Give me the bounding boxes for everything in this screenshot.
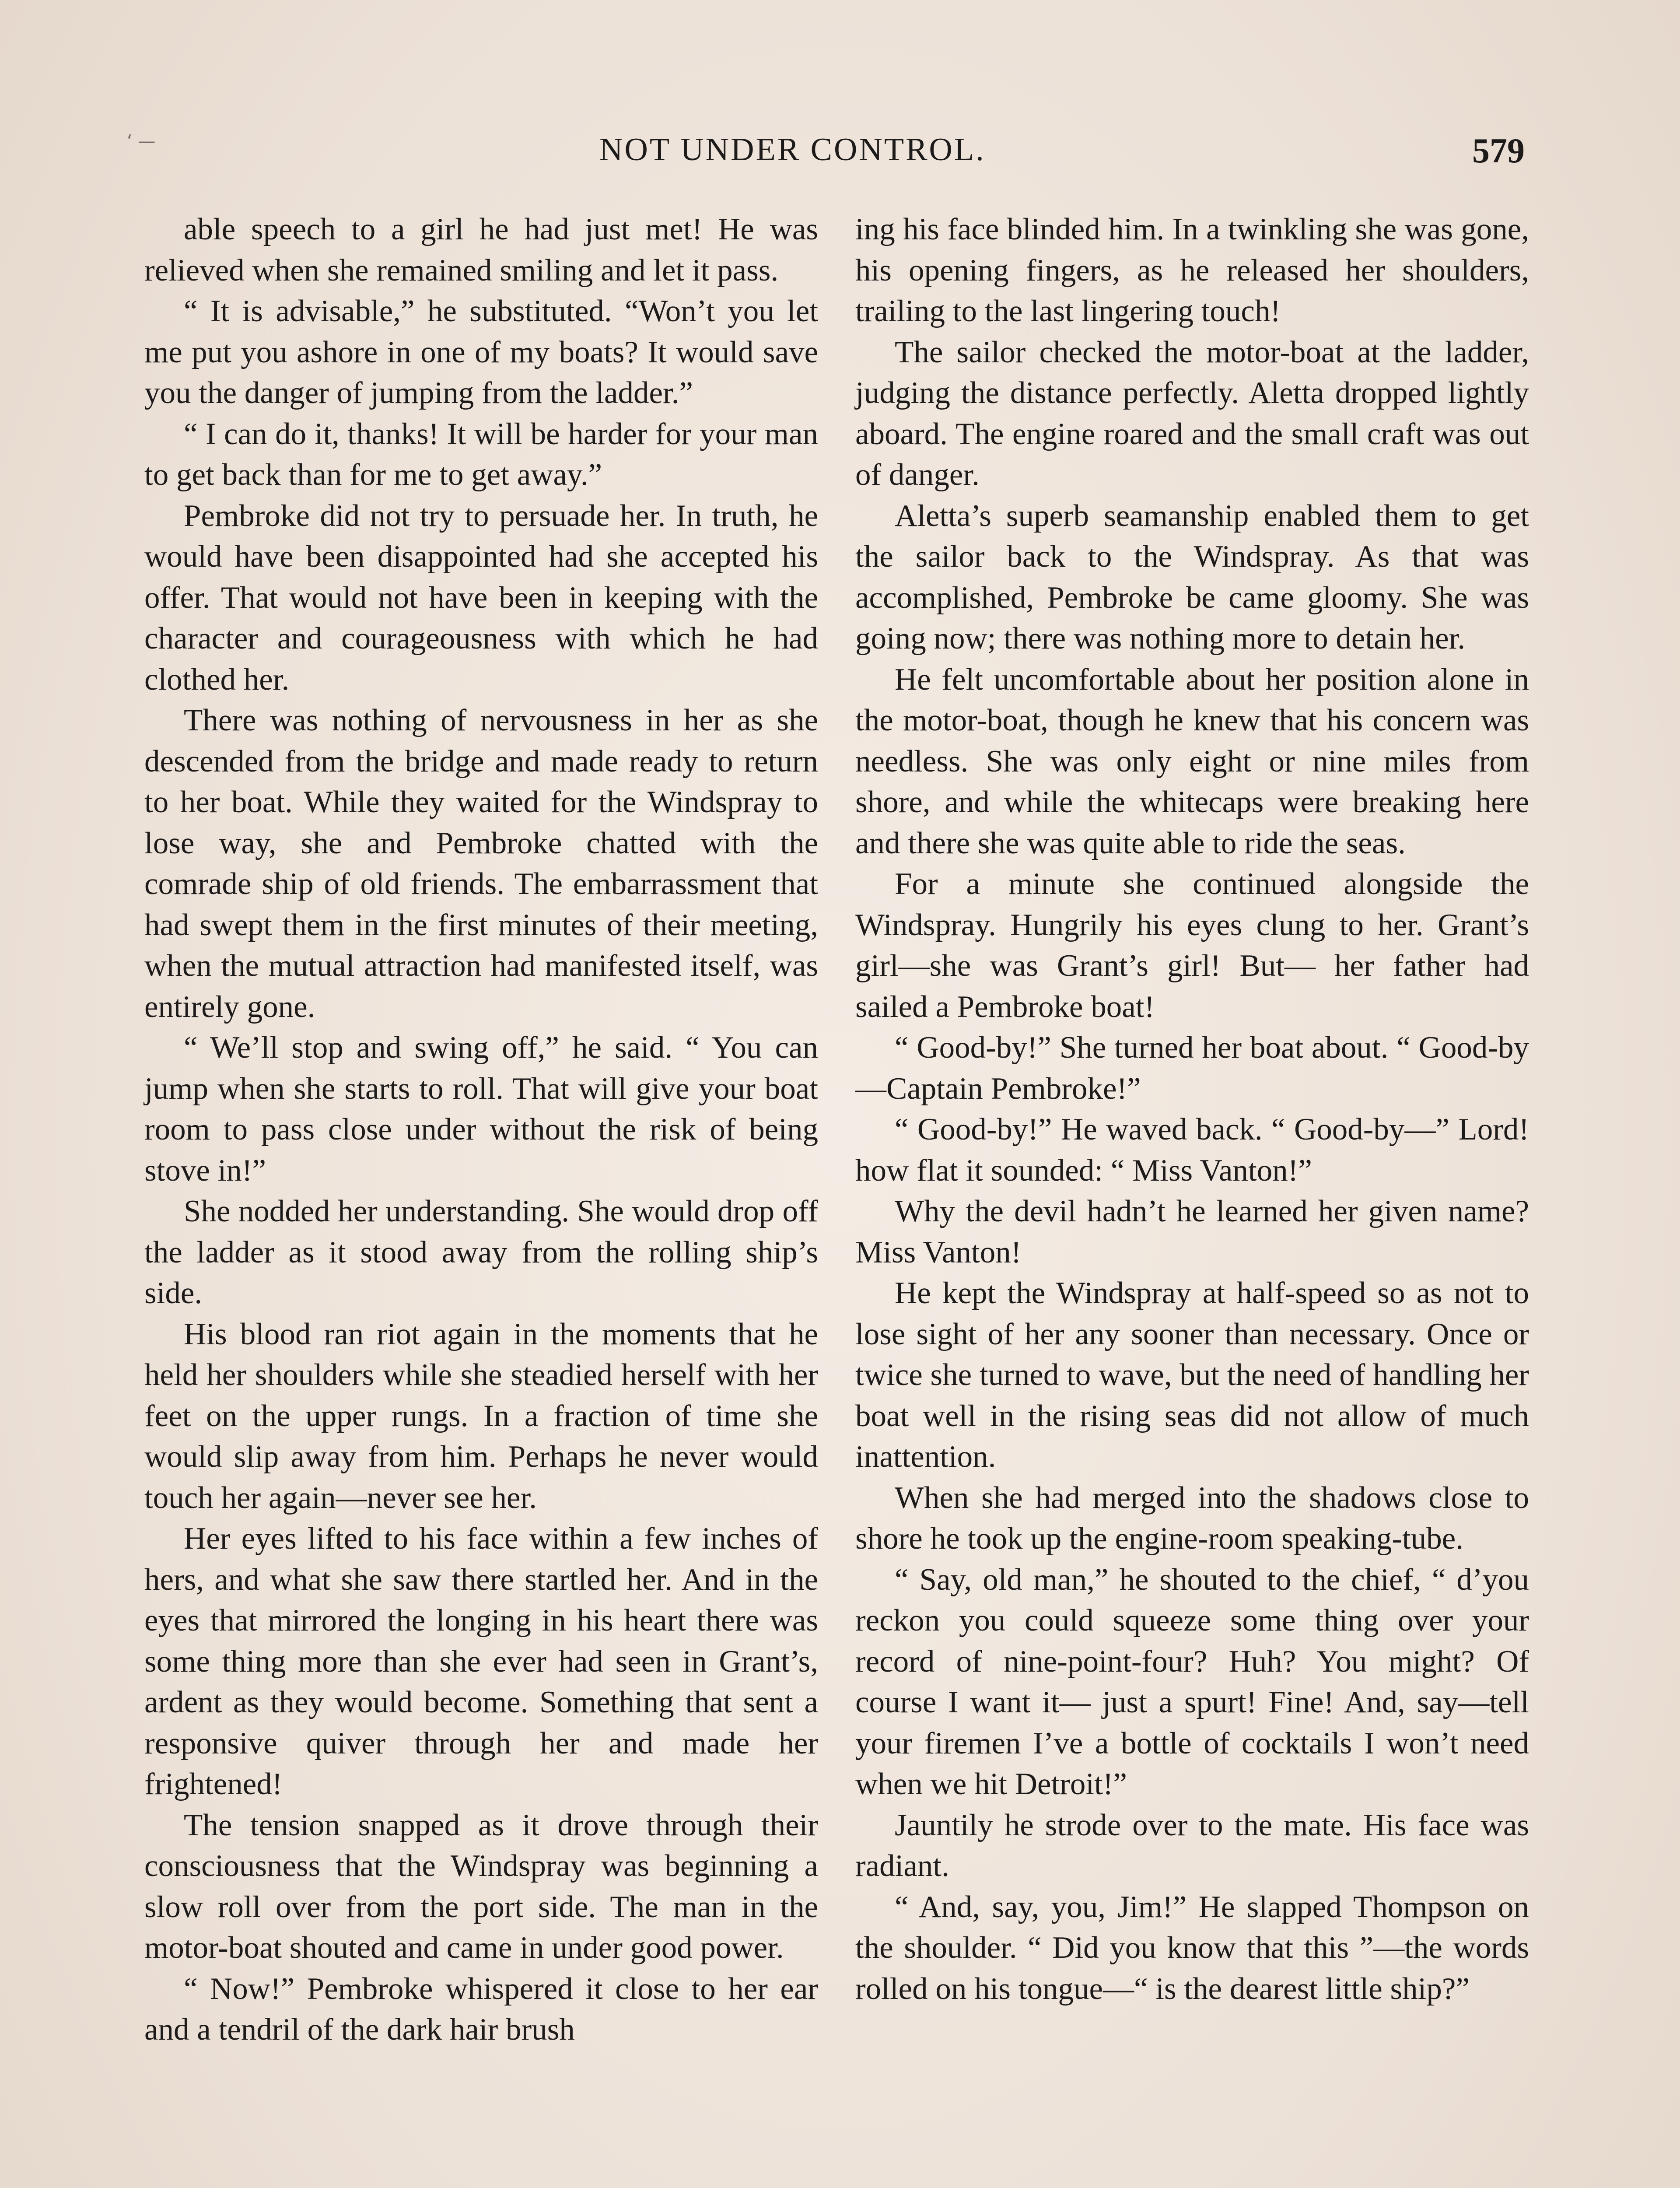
paragraph: Her eyes lifted to his face within a few inches of hers, and what she saw there startled her. And in the eyes that mirrored the longing in his heart there was some thing more than she ever had seen in Grant’s, ardent as they would become. Something that sent a responsive quiver through her and made her frightened! <box>144 1522 818 1801</box>
paragraph: Why the devil hadn’t he learned her given name? Miss Vanton! <box>855 1194 1529 1269</box>
paragraph: The tension snapped as it drove through their consciousness that the Windspray was beginning a slow roll over from the port side. The man in the motor-boat shouted and came in under good power. <box>144 1808 818 1965</box>
text-column-right <box>855 209 1529 2009</box>
paragraph: Aletta’s superb seamanship enabled them to get the sailor back to the Windspray. As that was accomplished, Pembroke be came gloomy. She was going now; there was nothing more to detain her. <box>855 498 1529 656</box>
paragraph: “ And, say, you, Jim!” He slapped Thompson on the shoulder. “ Did you know that this ”—the words rolled on his tongue—“ is the dearest little ship?” <box>855 1890 1529 2006</box>
paragraph: The sailor checked the motor-boat at the ladder, judging the distance perfectly. Aletta dropped lightly aboard. The engine roared and the small craft was out of danger. <box>855 335 1529 492</box>
paragraph: Jauntily he strode over to the mate. His face was radiant. <box>855 1808 1529 1883</box>
paragraph: She nodded her understanding. She would drop off the ladder as it stood away from the rolling ship’s side. <box>144 1194 818 1310</box>
paragraph: “ Good-by!” She turned her boat about. “ Good-by—Captain Pembroke!” <box>855 1031 1529 1106</box>
paragraph: able speech to a girl he had just met! He was relieved when she remained smiling and let it pass. <box>144 212 818 288</box>
running-title: NOT UNDER CONTROL. <box>599 132 986 168</box>
corner-pencil-mark: ʻ — <box>127 131 156 151</box>
paragraph: “ Good-by!” He waved back. “ Good-by—” Lord! how flat it sounded: “ Miss Vanton!” <box>855 1112 1529 1188</box>
paragraph: He felt uncomfortable about her position alone in the motor-boat, though he knew that his concern was needless. She was only eight or nine miles from shore, and while the whitecaps were breaking here and there she was quite able to ride the seas. <box>855 662 1529 860</box>
paragraph: He kept the Windspray at half-speed so as not to lose sight of her any sooner than necessary. Once or twice she turned to wave, but the need of handling her boat well in the rising seas did not allow of much inattention. <box>855 1276 1529 1474</box>
paragraph: When she had merged into the shadows close to shore he took up the engine-room speaking-tube. <box>855 1480 1529 1556</box>
paragraph: There was nothing of nervousness in her as she descended from the bridge and made ready to return to her boat. While they waited for the Windspray to lose way, she and Pembroke chatted with the comrade ship of old friends. The embarrassment that had swept them in the first minutes of their meeting, when the mutual attraction had manifested itself, was entirely gone. <box>144 703 818 1024</box>
text-column-left <box>144 209 818 2051</box>
paragraph: “ Now!” Pembroke whispered it close to her ear and a tendril of the dark hair brush <box>144 1971 818 2047</box>
paragraph: Pembroke did not try to persuade her. In truth, he would have been disappointed had she accepted his offer. That would not have been in keeping with the character and courageousness with which he had clothed her. <box>144 498 818 697</box>
paragraph: “ Say, old man,” he shouted to the chief, “ d’you reckon you could squeeze some thing over your record of nine-point-four? Huh? You might? Of course I want it— just a spurt! Fine! And, say—tell your firemen I’ve a bottle of cocktails I won’t need when we hit Detroit!” <box>855 1562 1529 1801</box>
paragraph: “ I can do it, thanks! It will be harder for your man to get back than for me to get away.” <box>144 417 818 492</box>
paragraph: ing his face blinded him. In a twinkling she was gone, his opening fingers, as he released her shoulders, trailing to the last lingering touch! <box>855 212 1529 328</box>
paragraph: For a minute she continued alongside the Windspray. Hungrily his eyes clung to her. Grant’s girl—she was Grant’s girl! But— her father had sailed a Pembroke boat! <box>855 867 1529 1024</box>
page-number: 579 <box>1472 132 1525 170</box>
page-header <box>0 131 1680 179</box>
paragraph: “ It is advisable,” he substituted. “Won’t you let me put you ashore in one of my boats? It would save you the danger of jumping from the ladder.” <box>144 294 818 410</box>
paragraph: His blood ran riot again in the moments that he held her shoulders while she steadied herself with her feet on the upper rungs. In a fraction of time she would slip away from him. Perhaps he never would touch her again—never see her. <box>144 1317 818 1515</box>
paragraph: “ We’ll stop and swing off,” he said. “ You can jump when she starts to roll. That will give your boat room to pass close under without the risk of being stove in!” <box>144 1031 818 1188</box>
